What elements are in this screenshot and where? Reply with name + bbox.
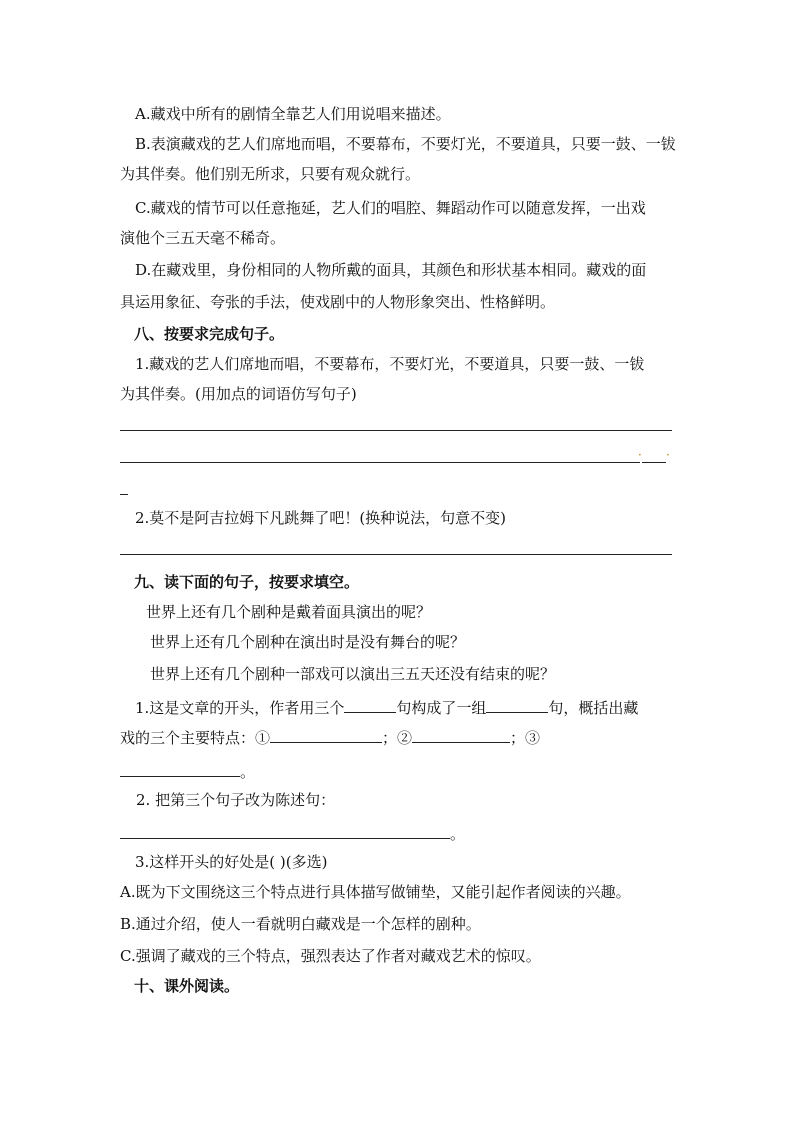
answer-line-3[interactable] [120, 554, 672, 555]
answer-line-1[interactable] [120, 430, 672, 431]
section9-q2-answer [120, 822, 465, 844]
blank-statement[interactable] [120, 822, 450, 839]
section9-q3: 3.这样开头的好处是( )(多选) [135, 853, 328, 871]
blank-feature-3[interactable] [120, 760, 240, 777]
section9-q3-option-c: C.强调了藏戏的三个特点，强烈表达了作者对藏戏艺术的惊叹。 [120, 947, 541, 965]
section9-q3-option-b: B.通过介绍，使人一看就明白藏戏是一个怎样的剧种。 [120, 915, 481, 933]
option-d-line1: D.在藏戏里，身份相同的人物所戴的面具，其颜色和形状基本相同。藏戏的面 [135, 261, 647, 279]
quote-sentence-3: 世界上还有几个剧种一部戏可以演出三五天还没有结束的呢？ [150, 665, 556, 683]
section8-heading: 八、按要求完成句子。 [134, 325, 285, 343]
answer-line-2-tail[interactable] [642, 462, 666, 463]
section10-heading: 十、课外阅读。 [134, 977, 240, 995]
q1-period: 。 [240, 763, 256, 781]
option-d-line2: 具运用象征、夸张的手法，使戏剧中的人物形象突出、性格鲜明。 [120, 293, 556, 311]
section9-q2: 2. 把第三个句子改为陈述句： [136, 791, 336, 809]
dot-marker: · [638, 448, 642, 462]
q1-text-2: 句构成了一组 [396, 699, 487, 717]
blank-sentence-type[interactable] [344, 696, 396, 713]
section9-q1-line3 [120, 760, 255, 782]
q1-text-3: 句，概括出藏 [548, 699, 639, 717]
section8-q1-line2: 为其伴奏。(用加点的词语仿写句子) [120, 385, 357, 403]
section9-q1-line2 [120, 726, 540, 748]
quote-sentence-2: 世界上还有几个剧种在演出时是没有舞台的呢？ [150, 633, 466, 651]
section9-q1-line1 [135, 696, 638, 718]
q1-text-4: 戏的三个主要特点：① [120, 729, 271, 747]
section9-heading: 九、读下面的句子，按要求填空。 [134, 573, 360, 591]
q1-text-1: 1.这是文章的开头，作者用三个 [135, 699, 345, 717]
section8-q2: 2.莫不是阿吉拉姆下凡跳舞了吧！(换种说法，句意不变) [135, 509, 507, 527]
blank-group-type[interactable] [486, 696, 548, 713]
option-b-line1: B.表演藏戏的艺人们席地而唱，不要幕布，不要灯光，不要道具，只要一鼓、一钹 [135, 135, 676, 153]
option-c-line2: 演他个三五天毫不稀奇。 [120, 229, 286, 247]
blank-feature-1[interactable] [270, 726, 382, 743]
section9-q3-option-a: A.既为下文围绕这三个特点进行具体描写做铺垫，又能引起作者阅读的兴趣。 [120, 883, 631, 901]
option-a: A.藏戏中所有的剧情全靠艺人们用说唱来描述。 [135, 105, 451, 123]
option-b-line2: 为其伴奏。他们别无所求，只要有观众就行。 [120, 165, 421, 183]
q2-period: 。 [450, 825, 466, 843]
quote-sentence-1: 世界上还有几个剧种是戴着面具演出的呢？ [146, 603, 432, 621]
section8-q1-line1: 1.藏戏的艺人们席地而唱，不要幕布，不要灯光，不要道具，只要一鼓、一钹 [135, 355, 645, 373]
answer-line-2[interactable] [120, 462, 640, 463]
answer-line-2-end[interactable] [120, 494, 128, 495]
q1-text-5: ；② [382, 729, 413, 747]
q1-text-6: ；③ [510, 729, 541, 747]
blank-feature-2[interactable] [412, 726, 510, 743]
option-c-line1: C.藏戏的情节可以任意拖延，艺人们的唱腔、舞蹈动作可以随意发挥，一出戏 [135, 199, 646, 217]
dot-marker: · [666, 448, 670, 462]
